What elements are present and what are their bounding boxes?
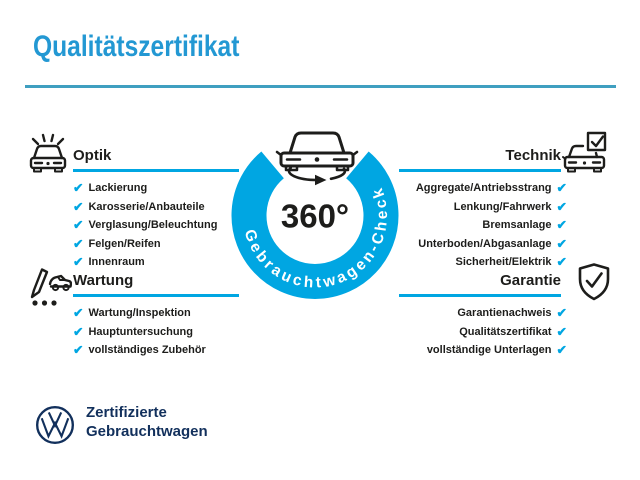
checklist-item-label: Innenraum <box>88 256 145 269</box>
brand-line1: Zertifizierte <box>86 404 167 421</box>
check-icon: ✔ <box>73 255 84 269</box>
check-icon: ✔ <box>73 199 84 214</box>
checklist-item-label: Lackierung <box>88 182 148 195</box>
check-icon: ✔ <box>73 324 84 339</box>
section-heading-technik: Technik <box>399 147 561 172</box>
checklist-item <box>73 304 247 323</box>
check-icon: ✔ <box>556 255 567 269</box>
360-degree-badge <box>231 122 399 300</box>
pencil-car-icon <box>24 260 72 308</box>
checklist-item-label: Qualitätszertifikat <box>459 325 552 338</box>
shield-check-icon <box>573 261 615 303</box>
checklist-item-label: Aggregate/Antriebsstrang <box>415 182 552 195</box>
check-icon: ✔ <box>556 324 567 339</box>
checklist-item <box>73 341 247 360</box>
check-icon: ✔ <box>556 181 567 195</box>
check-icon: ✔ <box>556 199 567 214</box>
brand-wordmark <box>86 404 208 441</box>
checklist-item-label: Garantienachweis <box>457 307 552 320</box>
checklist-item-label: Unterboden/Abgasanlage <box>418 237 552 250</box>
checklist-item-label: Felgen/Reifen <box>88 237 161 250</box>
checklist-item <box>73 179 247 198</box>
sparkle-car-icon <box>24 129 72 177</box>
checklist-item <box>73 323 247 342</box>
checklist-item <box>393 179 567 198</box>
check-icon: ✔ <box>73 181 84 195</box>
checklist-optik <box>73 179 247 272</box>
checklist-item <box>73 253 247 272</box>
checklist-item <box>393 253 567 272</box>
checklist-item-label: Karosserie/Anbauteile <box>88 200 205 213</box>
checklist-item <box>393 216 567 235</box>
checklist-item-label: Lenkung/Fahrwerk <box>453 200 552 213</box>
checklist-technik <box>393 179 567 272</box>
check-icon: ✔ <box>556 218 567 232</box>
checklist-item <box>73 235 247 254</box>
checklist-item-label: Verglasung/Beleuchtung <box>88 219 218 232</box>
check-icon: ✔ <box>556 343 567 357</box>
checklist-item-label: Hauptuntersuchung <box>88 325 193 338</box>
badge-ring-label: Gebrauchtwagen-Check <box>240 183 392 292</box>
checklist-item <box>393 341 567 360</box>
checklist-item <box>393 198 567 217</box>
page-title: Qualitätszertifikat <box>33 30 240 63</box>
check-icon: ✔ <box>556 306 567 320</box>
section-heading-garantie: Garantie <box>399 272 561 297</box>
checklist-item <box>73 198 247 217</box>
car-checkbox-icon <box>561 129 609 177</box>
check-icon: ✔ <box>73 306 84 320</box>
section-heading-wartung: Wartung <box>73 272 239 297</box>
vw-logo <box>35 405 75 445</box>
checklist-item-label: Bremsanlage <box>482 219 552 232</box>
checklist-item <box>73 216 247 235</box>
check-icon: ✔ <box>556 236 567 251</box>
brand-line2: Gebrauchtwagen <box>86 422 208 440</box>
check-icon: ✔ <box>73 218 84 232</box>
checklist-garantie <box>393 304 567 360</box>
car-rotation-icon <box>277 133 357 185</box>
checklist-item-label: Sicherheit/Elektrik <box>455 256 552 269</box>
checklist-item <box>393 235 567 254</box>
checklist-item-label: vollständiges Zubehör <box>88 344 206 357</box>
badge-degrees-text: 360° <box>280 197 350 235</box>
checklist-wartung <box>73 304 247 360</box>
checklist-item-label: Wartung/Inspektion <box>88 307 191 320</box>
check-icon: ✔ <box>73 236 84 251</box>
checklist-item <box>393 304 567 323</box>
check-icon: ✔ <box>73 343 84 357</box>
title-divider <box>25 85 616 88</box>
checklist-item <box>393 323 567 342</box>
checklist-item-label: vollständige Unterlagen <box>426 344 552 357</box>
section-heading-optik: Optik <box>73 147 239 172</box>
